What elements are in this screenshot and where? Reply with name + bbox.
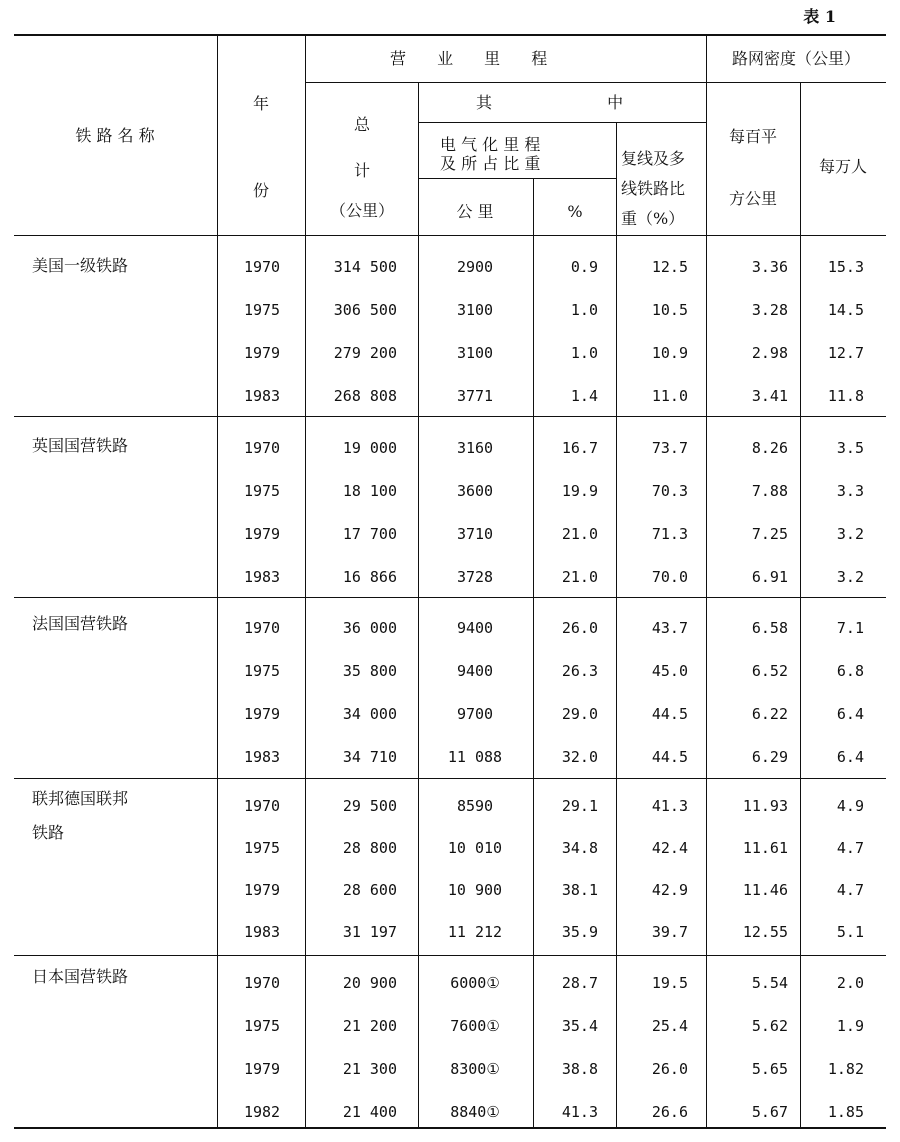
double-track-cell: 39.7 bbox=[651, 923, 688, 941]
electrified-km-cell: 7600① bbox=[450, 1017, 500, 1035]
year-cell: 1979 bbox=[243, 881, 281, 899]
year-cell: 1979 bbox=[243, 525, 281, 543]
group-rule-1 bbox=[14, 416, 886, 417]
density-per-area-cell: 12.55 bbox=[742, 923, 788, 941]
header-electrified-top: 电 气 化 里 程 bbox=[440, 135, 541, 154]
electrified-percent-cell: 32.0 bbox=[561, 748, 598, 766]
electrified-percent-cell: 21.0 bbox=[561, 568, 598, 586]
density-per-area-cell: 11.93 bbox=[742, 797, 788, 815]
header-per-10k-people: 每万人 bbox=[818, 157, 868, 176]
electrified-percent-cell: 38.8 bbox=[561, 1060, 598, 1078]
electrified-km-cell: 9400 bbox=[456, 662, 494, 680]
year-cell: 1979 bbox=[243, 344, 281, 362]
group-rule-4 bbox=[14, 955, 886, 956]
total-mileage-cell: 29 500 bbox=[342, 797, 397, 815]
total-mileage-cell: 279 200 bbox=[333, 344, 397, 362]
density-per-area-cell: 5.54 bbox=[751, 974, 788, 992]
double-track-cell: 10.5 bbox=[651, 301, 688, 319]
group-rule-3 bbox=[14, 778, 886, 779]
total-mileage-cell: 28 800 bbox=[342, 839, 397, 857]
header-double-track-1: 复线及多 bbox=[621, 149, 686, 168]
electrified-km-cell: 8300① bbox=[450, 1060, 500, 1078]
electrified-percent-cell: 16.7 bbox=[561, 439, 598, 457]
density-per-area-cell: 6.29 bbox=[751, 748, 788, 766]
header-network-density: 路网密度（公里） bbox=[731, 49, 861, 68]
electrified-km-cell: 2900 bbox=[456, 258, 494, 276]
year-cell: 1983 bbox=[243, 387, 281, 405]
electrified-percent-cell: 41.3 bbox=[561, 1103, 598, 1121]
total-mileage-cell: 21 300 bbox=[342, 1060, 397, 1078]
electrified-km-cell: 6000① bbox=[450, 974, 500, 992]
density-per-area-cell: 11.61 bbox=[742, 839, 788, 857]
electrified-km-cell: 3710 bbox=[456, 525, 494, 543]
col-rule-density bbox=[800, 82, 801, 1128]
density-per-people-cell: 3.2 bbox=[836, 568, 864, 586]
header-rule-operating bbox=[305, 82, 886, 83]
header-electrified-bottom: 及 所 占 比 重 bbox=[440, 154, 541, 173]
density-per-people-cell: 4.7 bbox=[836, 839, 864, 857]
electrified-km-cell: 9400 bbox=[456, 619, 494, 637]
electrified-percent-cell: 1.0 bbox=[570, 344, 598, 362]
total-mileage-cell: 28 600 bbox=[342, 881, 397, 899]
year-cell: 1975 bbox=[243, 301, 281, 319]
header-double-track-2: 线铁路比 bbox=[621, 179, 686, 198]
density-per-people-cell: 14.5 bbox=[827, 301, 864, 319]
density-per-people-cell: 6.4 bbox=[836, 705, 864, 723]
electrified-percent-cell: 1.0 bbox=[570, 301, 598, 319]
group-name: 英国国营铁路 bbox=[32, 436, 129, 455]
density-per-area-cell: 7.88 bbox=[751, 482, 788, 500]
double-track-cell: 73.7 bbox=[651, 439, 688, 457]
header-of-which: 其 中 bbox=[476, 93, 624, 112]
electrified-km-cell: 10 900 bbox=[447, 881, 503, 899]
double-track-cell: 11.0 bbox=[651, 387, 688, 405]
double-track-cell: 42.4 bbox=[651, 839, 688, 857]
density-per-area-cell: 5.62 bbox=[751, 1017, 788, 1035]
electrified-km-cell: 11 088 bbox=[447, 748, 503, 766]
year-cell: 1970 bbox=[243, 619, 281, 637]
header-rule-of-which bbox=[418, 122, 706, 123]
year-cell: 1970 bbox=[243, 797, 281, 815]
density-per-people-cell: 2.0 bbox=[836, 974, 864, 992]
electrified-percent-cell: 28.7 bbox=[561, 974, 598, 992]
year-cell: 1975 bbox=[243, 839, 281, 857]
group-name: 联邦德国联邦 bbox=[32, 789, 129, 808]
density-per-people-cell: 4.9 bbox=[836, 797, 864, 815]
double-track-cell: 25.4 bbox=[651, 1017, 688, 1035]
year-cell: 1975 bbox=[243, 1017, 281, 1035]
electrified-km-cell: 11 212 bbox=[447, 923, 503, 941]
density-per-area-cell: 6.22 bbox=[751, 705, 788, 723]
header-km: 公 里 bbox=[456, 202, 494, 221]
total-mileage-cell: 306 500 bbox=[333, 301, 397, 319]
double-track-cell: 70.0 bbox=[651, 568, 688, 586]
density-per-area-cell: 6.52 bbox=[751, 662, 788, 680]
double-track-cell: 45.0 bbox=[651, 662, 688, 680]
electrified-percent-cell: 0.9 bbox=[570, 258, 598, 276]
electrified-km-cell: 3600 bbox=[456, 482, 494, 500]
density-per-area-cell: 3.41 bbox=[751, 387, 788, 405]
density-per-area-cell: 7.25 bbox=[751, 525, 788, 543]
density-per-people-cell: 4.7 bbox=[836, 881, 864, 899]
electrified-percent-cell: 35.4 bbox=[561, 1017, 598, 1035]
total-mileage-cell: 35 800 bbox=[342, 662, 397, 680]
electrified-km-cell: 3728 bbox=[456, 568, 494, 586]
header-operating-mileage: 营 业 里 程 bbox=[390, 49, 548, 68]
total-mileage-cell: 16 866 bbox=[342, 568, 397, 586]
year-cell: 1983 bbox=[243, 748, 281, 766]
electrified-km-cell: 3160 bbox=[456, 439, 494, 457]
double-track-cell: 44.5 bbox=[651, 748, 688, 766]
total-mileage-cell: 18 100 bbox=[342, 482, 397, 500]
double-track-cell: 41.3 bbox=[651, 797, 688, 815]
electrified-percent-cell: 26.0 bbox=[561, 619, 598, 637]
electrified-percent-cell: 26.3 bbox=[561, 662, 598, 680]
year-cell: 1975 bbox=[243, 482, 281, 500]
electrified-percent-cell: 38.1 bbox=[561, 881, 598, 899]
electrified-percent-cell: 19.9 bbox=[561, 482, 598, 500]
header-year-top: 年 bbox=[252, 94, 270, 113]
electrified-percent-cell: 34.8 bbox=[561, 839, 598, 857]
total-mileage-cell: 20 900 bbox=[342, 974, 397, 992]
total-mileage-cell: 268 808 bbox=[333, 387, 397, 405]
double-track-cell: 26.0 bbox=[651, 1060, 688, 1078]
year-cell: 1979 bbox=[243, 705, 281, 723]
total-mileage-cell: 21 400 bbox=[342, 1103, 397, 1121]
col-rule-elec-pct bbox=[616, 122, 617, 1128]
double-track-cell: 70.3 bbox=[651, 482, 688, 500]
table-top-rule bbox=[14, 34, 886, 36]
header-total-unit: （公里） bbox=[329, 201, 395, 220]
year-cell: 1979 bbox=[243, 1060, 281, 1078]
double-track-cell: 19.5 bbox=[651, 974, 688, 992]
total-mileage-cell: 36 000 bbox=[342, 619, 397, 637]
group-name: 美国一级铁路 bbox=[32, 256, 129, 275]
density-per-people-cell: 5.1 bbox=[836, 923, 864, 941]
year-cell: 1970 bbox=[243, 439, 281, 457]
year-cell: 1982 bbox=[243, 1103, 281, 1121]
density-per-area-cell: 11.46 bbox=[742, 881, 788, 899]
header-year-bottom: 份 bbox=[252, 181, 270, 200]
electrified-km-cell: 8840① bbox=[450, 1103, 500, 1121]
electrified-percent-cell: 29.0 bbox=[561, 705, 598, 723]
density-per-people-cell: 6.4 bbox=[836, 748, 864, 766]
total-mileage-cell: 314 500 bbox=[333, 258, 397, 276]
density-per-people-cell: 3.2 bbox=[836, 525, 864, 543]
density-per-people-cell: 15.3 bbox=[827, 258, 864, 276]
header-rule-electrified bbox=[418, 178, 616, 179]
total-mileage-cell: 31 197 bbox=[342, 923, 397, 941]
density-per-people-cell: 11.8 bbox=[827, 387, 864, 405]
density-per-people-cell: 12.7 bbox=[827, 344, 864, 362]
header-per-100km2-bottom: 方公里 bbox=[728, 189, 778, 208]
electrified-km-cell: 9700 bbox=[456, 705, 494, 723]
electrified-km-cell: 8590 bbox=[456, 797, 494, 815]
electrified-km-cell: 3100 bbox=[456, 301, 494, 319]
col-rule-year bbox=[305, 35, 306, 1128]
density-per-area-cell: 6.91 bbox=[751, 568, 788, 586]
table-bottom-rule bbox=[14, 1127, 886, 1129]
header-total-top: 总 bbox=[353, 115, 371, 134]
density-per-area-cell: 5.65 bbox=[751, 1060, 788, 1078]
electrified-percent-cell: 1.4 bbox=[570, 387, 598, 405]
double-track-cell: 43.7 bbox=[651, 619, 688, 637]
density-per-people-cell: 1.9 bbox=[836, 1017, 864, 1035]
total-mileage-cell: 21 200 bbox=[342, 1017, 397, 1035]
group-name-continued: 铁路 bbox=[32, 823, 65, 842]
year-cell: 1975 bbox=[243, 662, 281, 680]
density-per-people-cell: 3.3 bbox=[836, 482, 864, 500]
electrified-percent-cell: 35.9 bbox=[561, 923, 598, 941]
table-caption: 表 1 bbox=[803, 7, 836, 26]
total-mileage-cell: 17 700 bbox=[342, 525, 397, 543]
group-name: 法国国营铁路 bbox=[32, 614, 129, 633]
double-track-cell: 42.9 bbox=[651, 881, 688, 899]
year-cell: 1970 bbox=[243, 974, 281, 992]
density-per-area-cell: 5.67 bbox=[751, 1103, 788, 1121]
electrified-km-cell: 10 010 bbox=[447, 839, 503, 857]
header-railway-name: 铁 路 名 称 bbox=[75, 126, 155, 145]
density-per-area-cell: 2.98 bbox=[751, 344, 788, 362]
double-track-cell: 12.5 bbox=[651, 258, 688, 276]
double-track-cell: 26.6 bbox=[651, 1103, 688, 1121]
col-rule-total bbox=[418, 82, 419, 1128]
year-cell: 1983 bbox=[243, 568, 281, 586]
electrified-percent-cell: 21.0 bbox=[561, 525, 598, 543]
total-mileage-cell: 34 000 bbox=[342, 705, 397, 723]
double-track-cell: 10.9 bbox=[651, 344, 688, 362]
year-cell: 1983 bbox=[243, 923, 281, 941]
electrified-km-cell: 3100 bbox=[456, 344, 494, 362]
header-total-bottom: 计 bbox=[353, 161, 371, 180]
density-per-people-cell: 6.8 bbox=[836, 662, 864, 680]
density-per-area-cell: 6.58 bbox=[751, 619, 788, 637]
total-mileage-cell: 19 000 bbox=[342, 439, 397, 457]
density-per-people-cell: 1.85 bbox=[827, 1103, 864, 1121]
header-percent: % bbox=[567, 202, 583, 221]
header-double-track-3: 重（%） bbox=[621, 209, 685, 228]
header-bottom-rule bbox=[14, 235, 886, 236]
group-rule-2 bbox=[14, 597, 886, 598]
density-per-area-cell: 3.36 bbox=[751, 258, 788, 276]
density-per-people-cell: 3.5 bbox=[836, 439, 864, 457]
density-per-people-cell: 7.1 bbox=[836, 619, 864, 637]
double-track-cell: 44.5 bbox=[651, 705, 688, 723]
density-per-area-cell: 3.28 bbox=[751, 301, 788, 319]
col-rule-double bbox=[706, 35, 707, 1128]
col-rule-elec-km bbox=[533, 178, 534, 1128]
group-name: 日本国营铁路 bbox=[32, 967, 129, 986]
year-cell: 1970 bbox=[243, 258, 281, 276]
electrified-km-cell: 3771 bbox=[456, 387, 494, 405]
col-rule-name bbox=[217, 35, 218, 1128]
total-mileage-cell: 34 710 bbox=[342, 748, 397, 766]
electrified-percent-cell: 29.1 bbox=[561, 797, 598, 815]
header-per-100km2-top: 每百平 bbox=[728, 127, 778, 146]
double-track-cell: 71.3 bbox=[651, 525, 688, 543]
density-per-people-cell: 1.82 bbox=[827, 1060, 864, 1078]
density-per-area-cell: 8.26 bbox=[751, 439, 788, 457]
